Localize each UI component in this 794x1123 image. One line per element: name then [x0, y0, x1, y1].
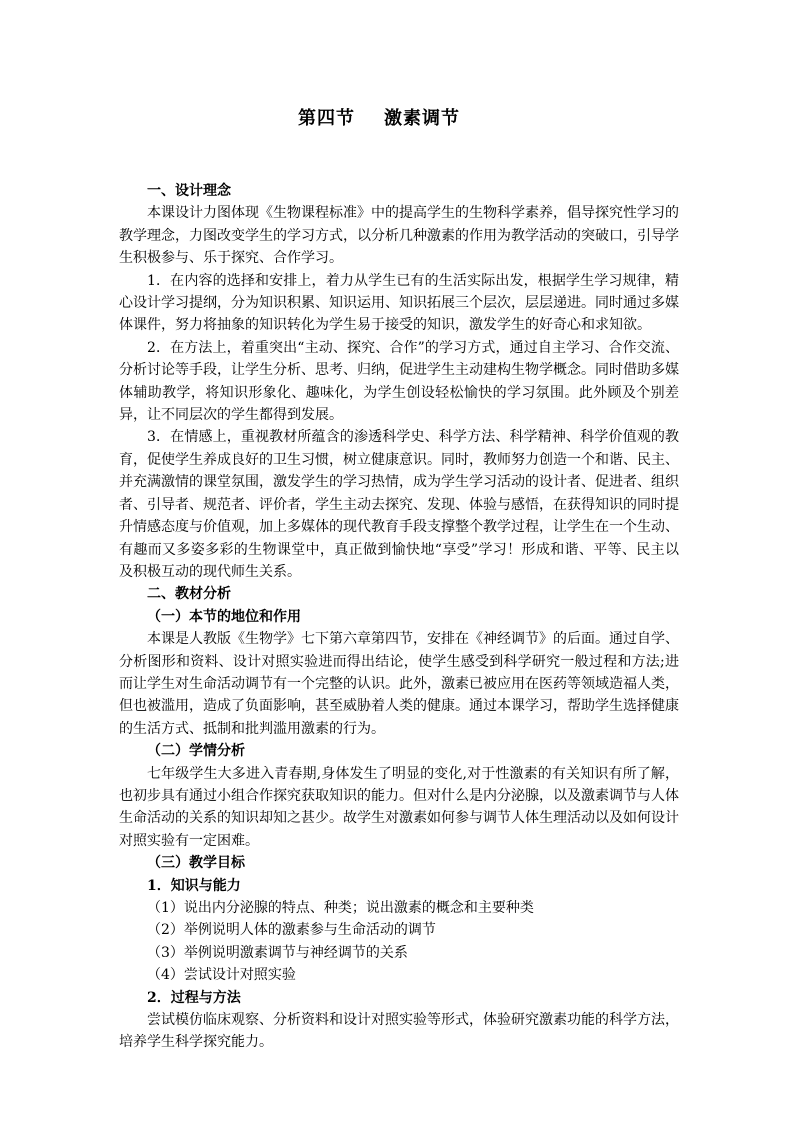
subheading-position-role: （一）本节的地位和作用: [147, 608, 301, 625]
goal-heading-process-method: 2．过程与方法: [147, 989, 241, 1006]
list-item: （1）说出内分泌腺的特点、种类；说出激素的概念和主要种类: [147, 900, 534, 916]
document-page: [119, 100, 679, 1054]
paragraph-position-role: 本课是人教版《生物学》七下第六章第四节，安排在《神经调节》的后面。通过自学、分析图形和资料、设计对照实验进而得出结论，使学生感受到科学研究一般过程和方法;进而让学生对生命活动调节有一个完整的认识。此外，激素已被应用在医药等领域造福人类，但也被滥用，造成了负面影响，甚至威胁着人类的健康。通过本课学习，帮助学生选择健康的生活方式、抵制和批判滥用激素的行为。: [119, 631, 679, 737]
page-title: 第四节 激素调节: [297, 108, 461, 129]
list-item: （4）尝试设计对照实验: [147, 967, 296, 984]
section-heading-design-concept: 一、设计理念: [147, 183, 231, 199]
paragraph-design-intro: 本课设计力图体现《生物课程标准》中的提高学生的生物科学素养，倡导探究性学习的教学理念，力图改变学生的学习方式，以分析几种激素的作用为教学活动的突破口，引导学生积极参与、乐于探究、合作学习。: [119, 205, 679, 267]
section-heading-textbook-analysis: 二、教材分析: [147, 586, 231, 603]
goal-heading-knowledge: 1．知识与能力: [147, 877, 241, 894]
paragraph-method: 2．在方法上，着重突出“主动、探究、合作”的学习方式，通过自主学习、合作交流、分析讨论等手段，让学生分析、思考、归纳，促进学生主动建构生物学概念。同时借助多媒体辅助教学，将知识形象化、趣味化，为学生创设轻松愉快的学习氛围。此外顾及个别差异，让不同层次的学生都得到发展。: [119, 339, 679, 424]
paragraph-emotion: 3．在情感上，重视教材所蕴含的渗透科学史、科学方法、科学精神、科学价值观的教育，促使学生养成良好的卫生习惯，树立健康意识。同时，教师努力创造一个和谐、民主、并充满激情的课堂氛围，激发学生的学习热情，成为学生学习活动的设计者、促进者、组织者、引导者、规范者、评价者，学生主动去探究、发现、体验与感悟，在获得知识的同时提升情感态度与价值观，加上多媒体的现代教育手段支撑整个教学过程，让学生在一个生动、有趣而又多姿多彩的生物课堂中，真正做到愉快地“享受”学习！形成和谐、平等、民主以及积极互动的现代师生关系。: [119, 429, 679, 580]
list-item: （2）举例说明人体的激素参与生命活动的调节: [147, 922, 436, 939]
paragraph-student-analysis: 七年级学生大多进入青春期,身体发生了明显的变化,对于性激素的有关知识有所了解，也初步具有通过小组合作探究获取知识的能力。但对什么是内分泌腺，以及激素调节与人体生命活动的关系的知识却知之甚少。故学生对激素如何参与调节人体生理活动以及如何设计对照实验有一定困难。: [119, 765, 679, 849]
subheading-student-analysis: （二）学情分析: [147, 743, 245, 760]
subheading-teaching-goals: （三）教学目标: [147, 855, 245, 872]
paragraph-process-method: 尝试模仿临床观察、分析资料和设计对照实验等形式，体验研究激素功能的科学方法，培养学生科学探究能力。: [119, 1012, 679, 1051]
list-item: （3）举例说明激素调节与神经调节的关系: [147, 944, 408, 961]
title-spacer: [119, 134, 679, 180]
paragraph-content-selection: 1．在内容的选择和安排上，着力从学生已有的生活实际出发，根据学生学习规律，精心设计学习提纲，分为知识积累、知识运用、知识拓展三个层次，层层递进。同时通过多媒体课件，努力将抽象的知识转化为学生易于接受的知识，激发学生的好奇心和求知欲。: [119, 272, 679, 334]
